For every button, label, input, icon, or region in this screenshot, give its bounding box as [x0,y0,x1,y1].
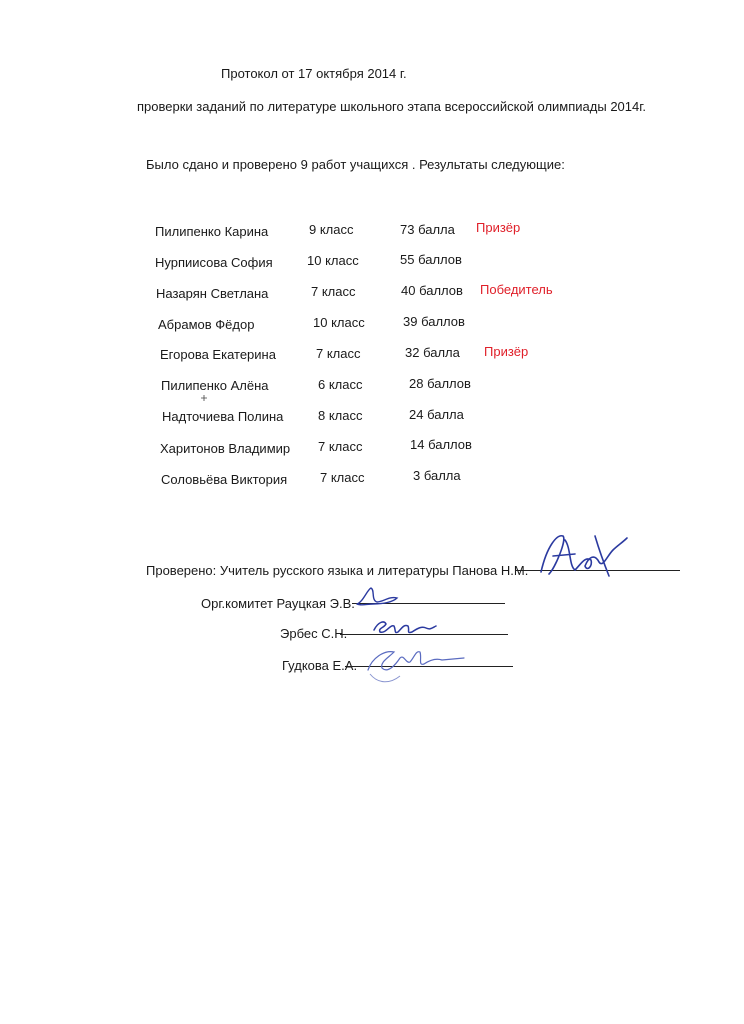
student-grade: 6 класс [318,377,363,392]
student-name: Егорова Екатерина [160,347,276,362]
student-grade: 7 класс [311,284,356,299]
student-score: 39 баллов [403,314,465,329]
student-score: 55 баллов [400,252,462,267]
student-name: Пилипенко Карина [155,224,269,239]
student-name: Харитонов Владимир [160,441,291,456]
signature-rautskaya-icon [353,584,403,610]
student-name: Соловьёва Виктория [161,472,288,487]
student-score: 3 балла [413,468,461,483]
student-score: 32 балла [405,345,460,360]
signature-erbes-icon [370,614,440,640]
gudkova-text: Гудкова Е.А. [282,658,358,673]
signature-gudkova-icon [360,640,470,688]
student-grade: 7 класс [318,439,363,454]
student-name: Пилипенко Алёна [161,378,269,393]
student-grade: 8 класс [318,408,363,423]
student-score: 14 баллов [410,437,472,452]
student-name: Назарян Светлана [156,286,269,301]
stray-mark-icon [200,394,208,402]
student-score: 24 балла [409,407,464,422]
student-grade: 9 класс [309,222,354,237]
protocol-title: Протокол от 17 октября 2014 г. [221,66,407,81]
student-grade: 10 класс [313,315,365,330]
signature-panova-icon [535,526,630,582]
checked-by-text: Проверено: Учитель русского языка и литературы Панова Н.М. [146,563,529,578]
student-status: Призёр [484,344,529,359]
erbes-text: Эрбес С.Н. [280,626,348,641]
student-grade: 10 класс [307,253,359,268]
student-name: Нурпиисова София [155,255,273,270]
protocol-subtitle: проверки заданий по литературе школьного этапа всероссийской олимпиады 2014г. [137,99,647,114]
student-status: Победитель [480,282,553,297]
student-score: 28 баллов [409,376,471,391]
orgcommittee-text: Орг.комитет Рауцкая Э.В. [201,596,355,611]
student-status: Призёр [476,220,521,235]
student-score: 73 балла [400,222,455,237]
student-grade: 7 класс [316,346,361,361]
student-name: Абрамов Фёдор [158,317,255,332]
student-grade: 7 класс [320,470,365,485]
student-name: Надточиева Полина [162,409,284,424]
student-score: 40 баллов [401,283,463,298]
intro-text: Было сдано и проверено 9 работ учащихся . Результаты следующие: [146,157,565,172]
